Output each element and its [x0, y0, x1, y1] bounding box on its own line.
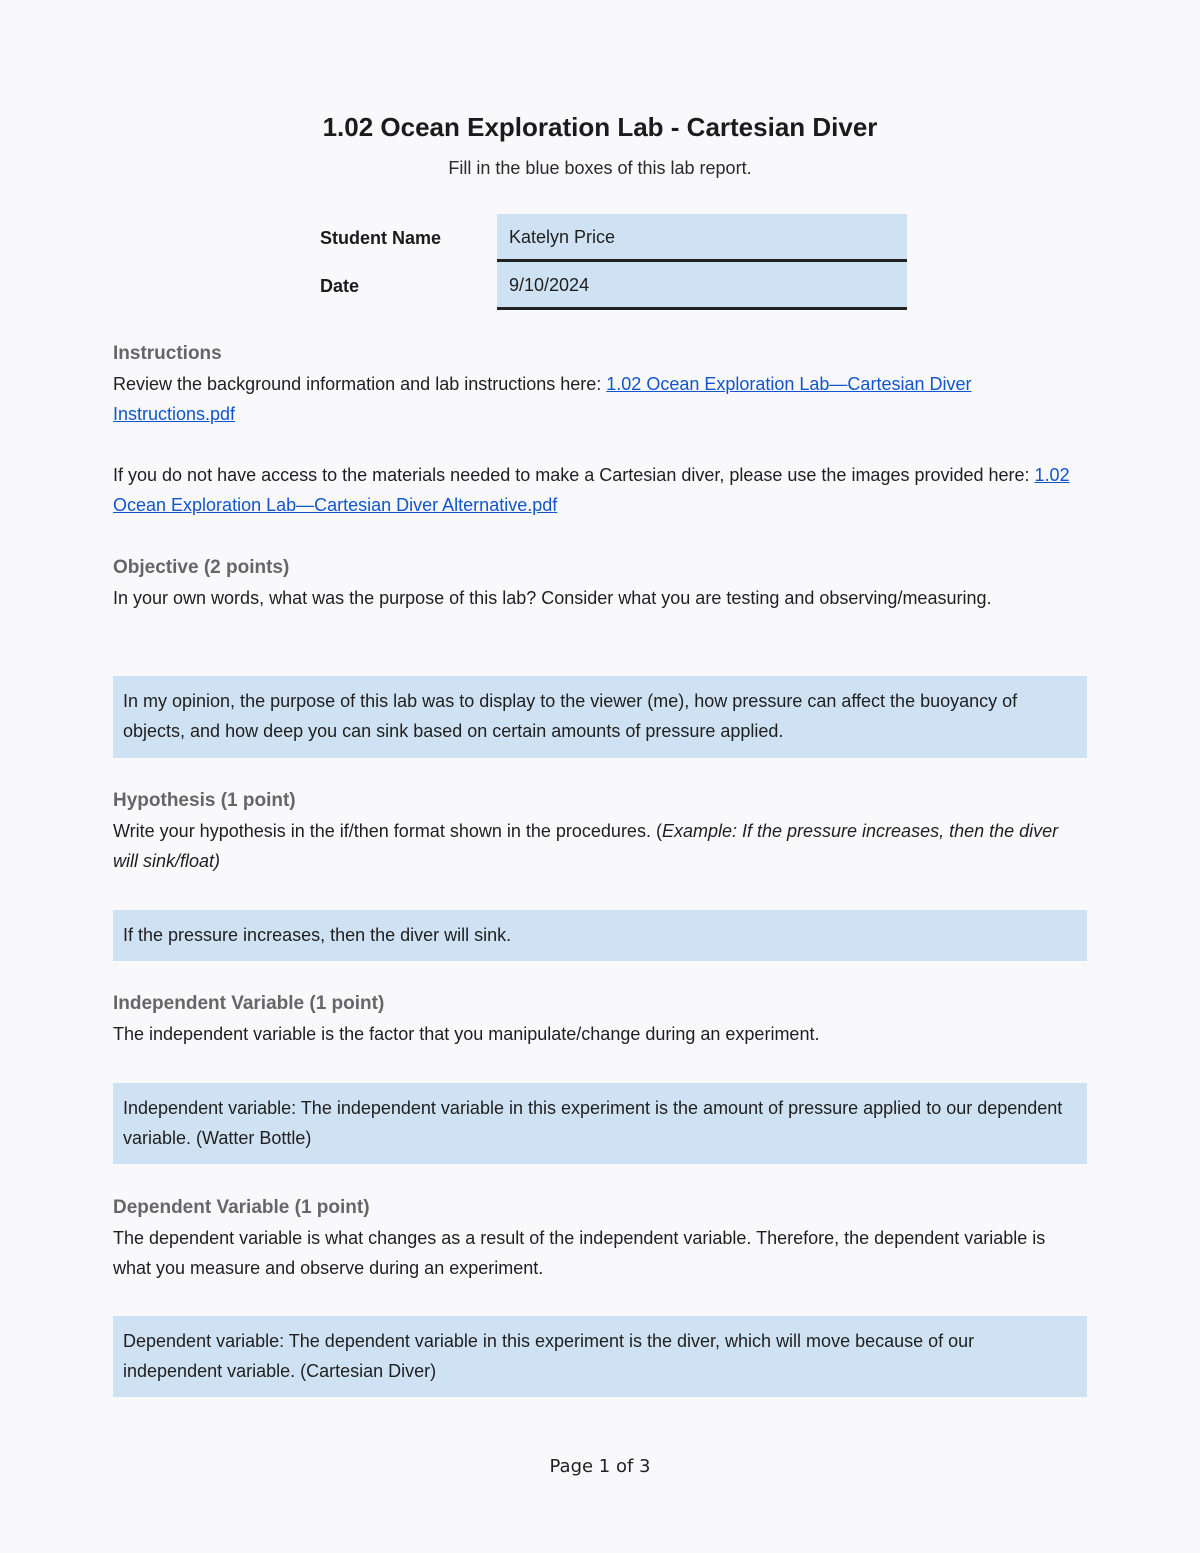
hypothesis-example: Example: If the pressure increases, then the diver will sink/float) — [113, 821, 1059, 871]
hypothesis-prompt-text: Write your hypothesis in the if/then format shown in the procedures. ( — [113, 821, 662, 841]
instructions-text-2: If you do not have access to the materials needed to make a Cartesian diver, please use the images provided here: — [113, 465, 1035, 485]
page-number: Page 1 of 3 — [549, 1456, 651, 1477]
alternative-pdf-link[interactable]: 1.02 Ocean Exploration Lab—Cartesian Diver Alternative.pdf — [113, 465, 1070, 515]
objective-section — [113, 553, 1087, 613]
objective-heading: Objective (2 points) — [113, 557, 290, 578]
independent-variable-section — [113, 989, 1087, 1049]
hypothesis-answer-box[interactable]: If the pressure increases, then the diver will sink. — [113, 910, 1087, 961]
instructions-section — [113, 339, 1087, 520]
page-title: 1.02 Ocean Exploration Lab - Cartesian Diver — [322, 112, 878, 142]
dependent-variable-heading: Dependent Variable (1 point) — [113, 1197, 370, 1218]
objective-answer-box[interactable]: In my opinion, the purpose of this lab was to display to the viewer (me), how pressure can affect the buoyancy of objects, and how deep you can sink based on certain amounts of pressure applied. — [113, 676, 1087, 758]
student-name-label: Student Name — [320, 228, 442, 248]
page-subtitle: Fill in the blue boxes of this lab report. — [448, 158, 752, 178]
hypothesis-heading: Hypothesis (1 point) — [113, 790, 296, 811]
instructions-text-1: Review the background information and lab instructions here: — [113, 374, 607, 394]
instructions-paragraph-2 — [113, 460, 1087, 520]
date-label: Date — [320, 276, 360, 296]
independent-variable-prompt: The independent variable is the factor that you manipulate/change during an experiment. — [113, 1024, 820, 1044]
independent-variable-heading: Independent Variable (1 point) — [113, 993, 385, 1014]
independent-variable-answer-box[interactable]: Independent variable: The independent variable in this experiment is the amount of pressure applied to our dependent variable. (Watter Bottle) — [113, 1083, 1087, 1164]
dependent-variable-answer-box[interactable]: Dependent variable: The dependent variable in this experiment is the diver, which will move because of our independent variable. (Cartesian Diver) — [113, 1316, 1087, 1397]
dependent-variable-prompt: The dependent variable is what changes as a result of the independent variable. Therefore, the dependent variable is what you measure and observe during an experiment. — [113, 1228, 1046, 1278]
instructions-heading: Instructions — [113, 343, 222, 364]
dependent-variable-section — [113, 1193, 1087, 1283]
student-info-table — [310, 214, 907, 310]
objective-prompt: In your own words, what was the purpose of this lab? Consider what you are testing and observing/measuring. — [113, 588, 992, 608]
hypothesis-prompt — [113, 816, 1087, 876]
student-name-row — [310, 214, 907, 262]
instructions-pdf-link[interactable]: 1.02 Ocean Exploration Lab—Cartesian Diver Instructions.pdf — [113, 374, 972, 424]
date-field[interactable]: 9/10/2024 — [497, 262, 907, 310]
hypothesis-section — [113, 786, 1087, 876]
date-row — [310, 262, 907, 310]
student-name-field[interactable]: Katelyn Price — [497, 214, 907, 262]
instructions-paragraph-1 — [113, 369, 1087, 429]
